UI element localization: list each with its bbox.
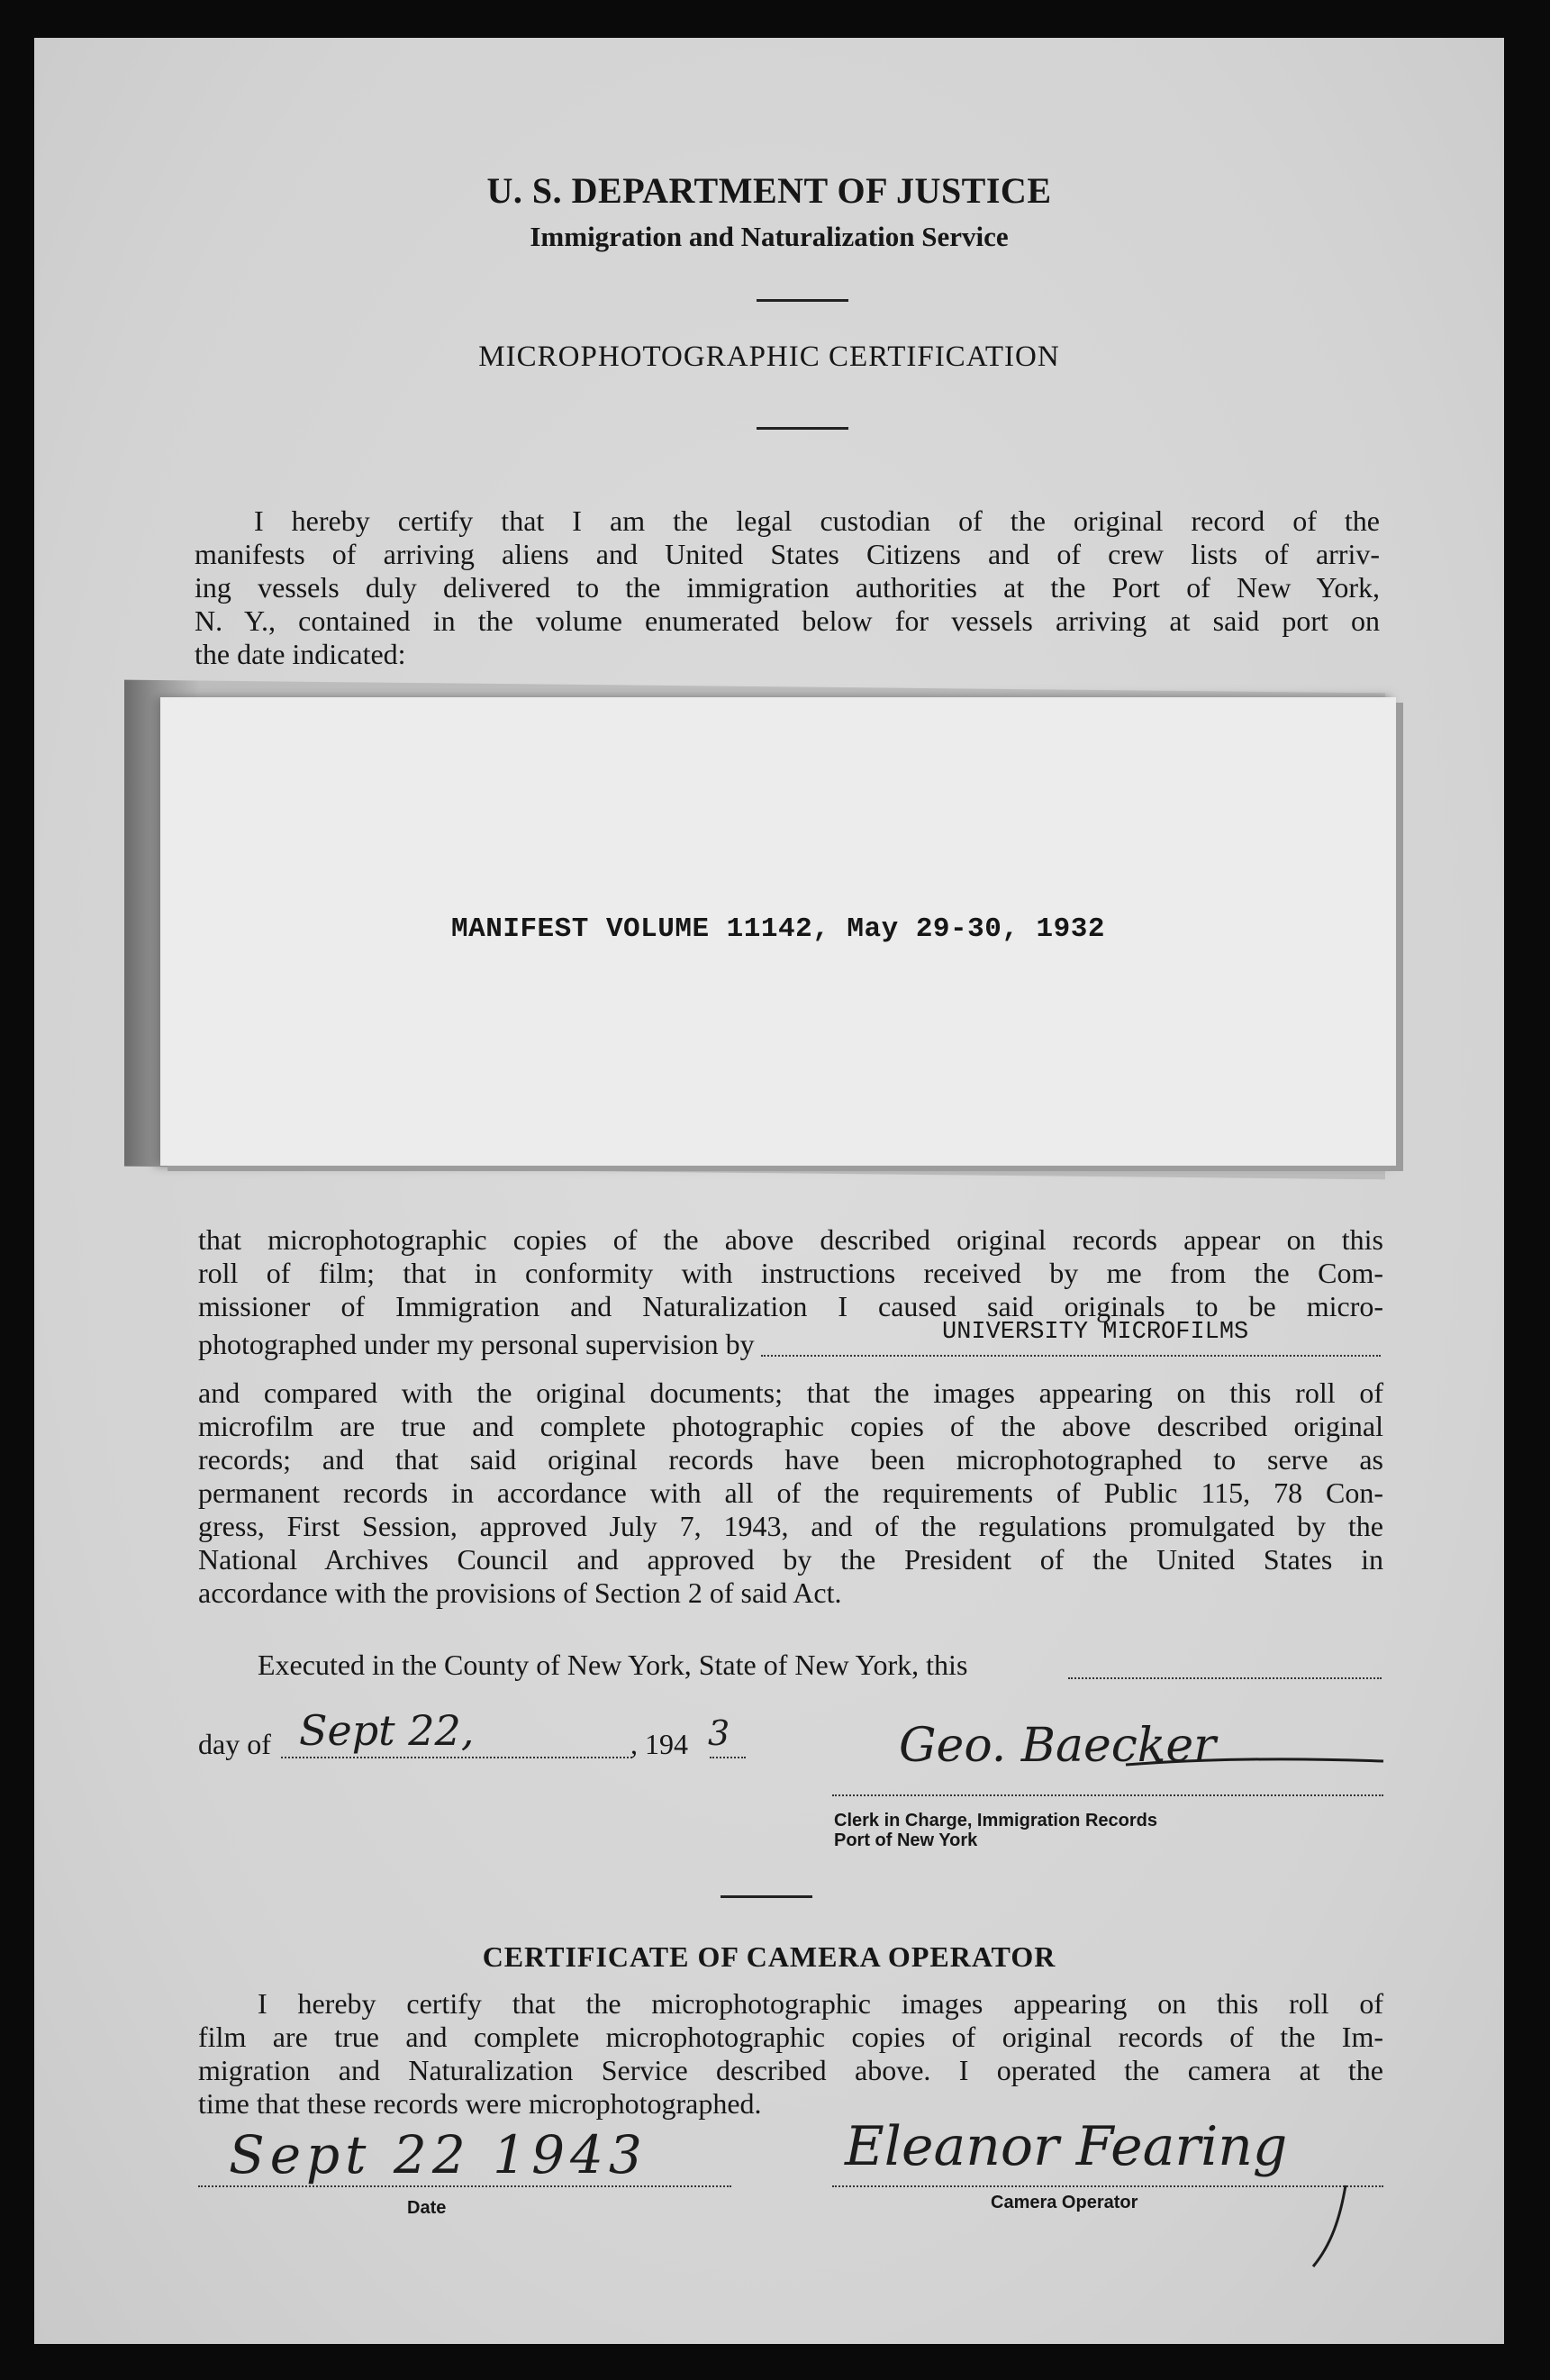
paragraph-line: permanent records in accordance with all of the requirements of Public 115, 78 Con-	[198, 1476, 1383, 1509]
paragraph-line: gress, First Session, approved July 7, 1943, and of the regulations promulgated by the	[198, 1510, 1383, 1542]
paragraph-line: ing vessels duly delivered to the immigration authorities at the Port of New York,	[195, 571, 1380, 604]
executed-line	[258, 1649, 1383, 1688]
paragraph-line: records; and that said original records have been microphotographed to serve as	[198, 1443, 1383, 1476]
paragraph-line: time that these records were microphotographed.	[198, 2087, 762, 2120]
divider-rule	[757, 299, 848, 302]
operator-label: Camera Operator	[991, 2193, 1138, 2212]
executed-text: Executed in the County of New York, State of New York, this	[258, 1649, 968, 1681]
year-prefix: , 194	[630, 1728, 688, 1760]
handwritten-date[interactable]: Sept 22 1943	[229, 2124, 648, 2185]
volume-card	[160, 697, 1396, 1166]
clerk-signature: Geo. Baecker	[899, 1719, 1217, 1773]
certificate-page	[34, 38, 1504, 2344]
date-dotted-line	[198, 2185, 731, 2187]
paragraph-line: N. Y., contained in the volume enumerated below for vessels arriving at said port on	[195, 604, 1380, 637]
divider-rule	[757, 427, 848, 430]
handwritten-day[interactable]: Sept 22,	[299, 1706, 475, 1755]
body-paragraph-continued	[198, 1376, 1383, 1610]
paragraph-line: that microphotographic copies of the above described original records appear on this	[198, 1223, 1383, 1256]
paragraph-line: I hereby certify that the microphotographic images appearing on this roll of	[258, 1987, 1383, 2020]
clerk-title-line2: Port of New York	[834, 1830, 978, 1850]
body-paragraph	[198, 1223, 1383, 1323]
dotted-fill-line	[281, 1757, 632, 1758]
paragraph-line: migration and Naturalization Service described above. I operated the camera at the	[198, 2054, 1383, 2086]
clerk-title-line1: Clerk in Charge, Immigration Records	[834, 1811, 1157, 1830]
paragraph-line: roll of film; that in conformity with instructions received by me from the Com-	[198, 1257, 1383, 1289]
paragraph-line: and compared with the original documents; that the images appearing on this roll of	[198, 1376, 1383, 1409]
camera-paragraph	[198, 1987, 1383, 2121]
divider-rule	[721, 1895, 812, 1898]
department-title: U. S. DEPARTMENT OF JUSTICE	[486, 170, 1052, 211]
paragraph-line: I hereby certify that I am the legal custodian of the original record of the	[254, 504, 1380, 537]
paragraph-line: manifests of arriving aliens and United States Citizens and of crew lists of arriv-	[195, 538, 1380, 570]
paragraph-line: missioner of Immigration and Naturalization I caused said originals to be micro-	[198, 1290, 1383, 1322]
dotted-fill-line	[761, 1355, 1381, 1357]
signature-flourish	[1124, 1754, 1385, 1772]
photographed-by-line	[198, 1319, 1383, 1362]
operator-signature: Eleanor Fearing	[845, 2115, 1288, 2178]
paragraph-line: accordance with the provisions of Section 2 of said Act.	[198, 1576, 842, 1609]
paragraph-line: film are true and complete microphotographic copies of original records of the Im-	[198, 2021, 1383, 2053]
signature-dotted-line	[832, 1794, 1383, 1796]
day-of-line	[198, 1706, 919, 1773]
certification-title: MICROPHOTOGRAPHIC CERTIFICATION	[478, 341, 1060, 373]
intro-paragraph	[195, 504, 1380, 671]
photographed-by-prefix: photographed under my personal supervision by	[198, 1328, 755, 1360]
day-of-label: day of	[198, 1728, 271, 1760]
photographed-by-value[interactable]: UNIVERSITY MICROFILMS	[942, 1319, 1249, 1346]
service-subtitle: Immigration and Naturalization Service	[530, 221, 1009, 252]
dotted-fill-line	[710, 1757, 746, 1758]
paragraph-line: microfilm are true and complete photographic copies of the above described original	[198, 1410, 1383, 1442]
signature-tail	[1259, 2182, 1367, 2272]
date-label: Date	[407, 2198, 447, 2218]
camera-certificate-title: CERTIFICATE OF CAMERA OPERATOR	[482, 1940, 1056, 1973]
handwritten-year-digit[interactable]: 3	[708, 1713, 730, 1753]
paragraph-line: the date indicated:	[195, 638, 406, 670]
paragraph-line: National Archives Council and approved by the President of the United States in	[198, 1543, 1383, 1576]
volume-label: MANIFEST VOLUME 11142, May 29-30, 1932	[451, 913, 1105, 945]
dotted-fill-line	[1068, 1677, 1382, 1679]
